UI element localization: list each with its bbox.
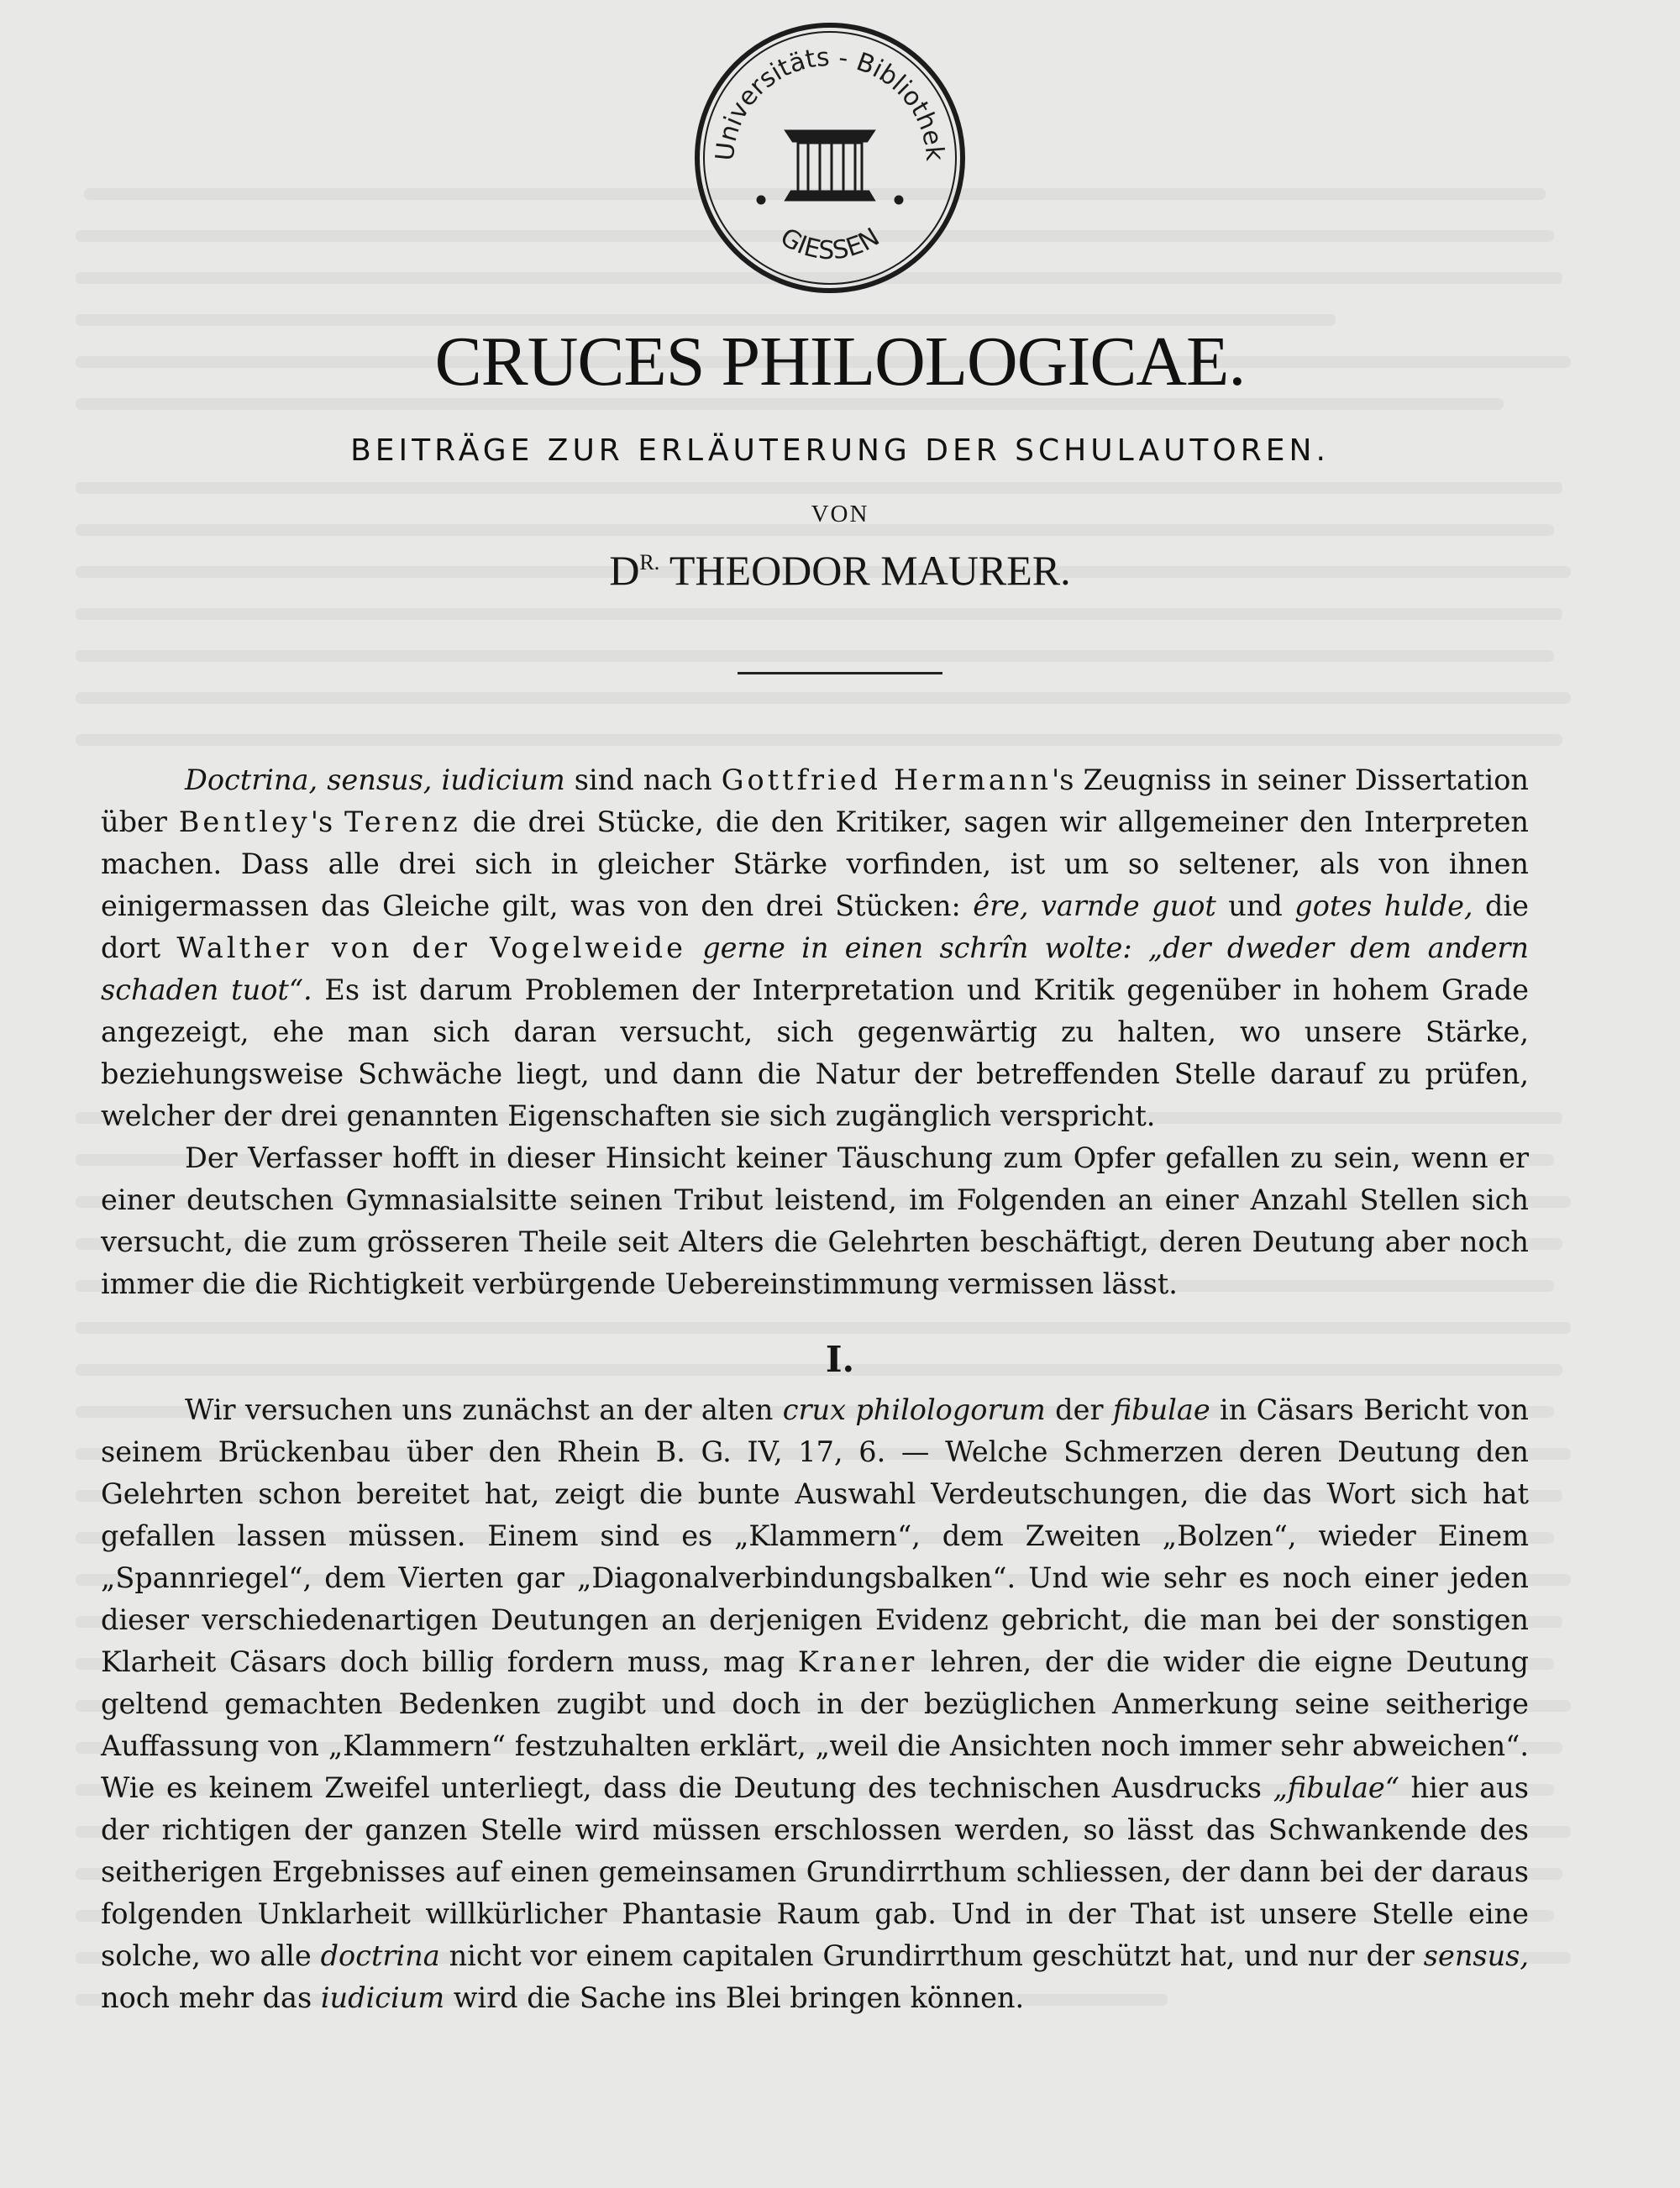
italic-quote: êre, varnde guot xyxy=(973,889,1216,922)
text-run: die drei Stücke, die den Kritiker, sagen wir allgemeiner den Interpreten machen. Dass alle drei sich in gleicher Stärke vorfinden, ist um so seltener, als von ihnen einigermassen das Gleiche gilt, was von den drei Stücken: xyxy=(101,805,1529,922)
text-run: Doctrina, sensus, iudicium xyxy=(185,763,565,796)
text-run: und xyxy=(1215,889,1295,922)
text-run: sind nach xyxy=(564,763,722,796)
spaced-name: Bentley xyxy=(178,805,311,838)
text-run: der xyxy=(1045,1393,1113,1426)
text-run: lehren, der die wider die eigne Deutung geltend gemachten Bedenken zugibt und doch in der bezüglichen Anmerkung seine seitherige Auffassung von „Klammern“ festzuhalten erklärt, „weil die Ansichten noch immer sehr abweichen“. Wie es keinem Zweifel unterliegt, dass die Deutung des technischen Ausdrucks xyxy=(101,1645,1529,1804)
italic-term: iudicium xyxy=(320,1981,445,2014)
italic-term: fibulae xyxy=(1112,1393,1210,1426)
italic-term: crux philologorum xyxy=(782,1393,1046,1426)
text-run: die dort xyxy=(101,889,1529,964)
spaced-name: Walther von der Vogelweide xyxy=(176,931,686,964)
by-label: VON xyxy=(811,501,869,527)
spaced-name: Kraner xyxy=(797,1645,918,1678)
body-paragraph-3 xyxy=(101,1389,1529,2019)
text-run xyxy=(686,931,702,964)
italic-term: „fibulae“ xyxy=(1273,1771,1399,1804)
text-run: 's Zeugniss in seiner Dissertation über xyxy=(101,763,1529,838)
text-run: noch mehr das xyxy=(101,1981,321,2014)
stamp-bottom-text: GIESSEN xyxy=(774,222,885,266)
author-title-superscript: R. xyxy=(639,550,660,575)
stamp-top-text: Universitäts - Bibliothek xyxy=(710,42,950,163)
italic-quote: gerne in einen schrîn wolte: „der dweder dem andern schaden tuot“. xyxy=(101,931,1529,1006)
text-run: nicht vor einem capitalen Grundirrthum geschützt hat, und nur der xyxy=(439,1939,1424,1972)
text-run: wird die Sache ins Blei bringen können. xyxy=(444,1981,1025,2014)
title-divider-rule xyxy=(738,672,942,674)
stamp-graphic xyxy=(687,15,973,301)
page-title: CRUCES PHILOLOGICAE. xyxy=(434,323,1246,401)
text-run: Wir versuchen uns zunächst an der alten xyxy=(185,1393,783,1426)
author-line xyxy=(0,546,1680,595)
spaced-name: Terenz xyxy=(344,805,461,838)
author-title-prefix: D xyxy=(609,547,640,594)
italic-quote: gotes hulde, xyxy=(1294,889,1473,922)
text-run: hier aus der richtigen der ganzen Stelle wird müssen erschlossen werden, so lässt das Schwankende des seitherigen Ergebnisses auf einen gemeinsamen Grundirrthum schliessen, der dann bei der daraus folgenden Unklarheit willkürlicher Phantasie Raum gab. Und in der That ist unsere Stelle eine solche, wo alle xyxy=(101,1771,1529,1972)
stamp-building-emblem xyxy=(758,131,902,203)
body-paragraph-2: Der Verfasser hofft in dieser Hinsicht keiner Täuschung zum Opfer gefallen zu sein, wenn er einer deutschen Gymnasialsitte seinen Tribut leistend, im Folgenden an einer Anzahl Stellen sich versucht, die zum grösseren Theile seit Alters die Gelehrten beschäftigt, deren Deutung aber noch immer die die Richtigkeit verbürgende Uebereinstimmung vermissen lässt. xyxy=(101,1141,1529,1300)
body-paragraph-1 xyxy=(101,759,1529,1137)
text-run: in Cäsars Bericht von seinem Brückenbau über den Rhein B. G. IV, 17, 6. — Welche Schmerzen deren Deutung den Gelehrten schon bereitet hat, zeigt die bunte Auswahl Verdeutschungen, die das Wort sich hat gefallen lassen müssen. Einem sind es „Klammern“, dem Zweiten „Bolzen“, wieder Einem „Spannriegel“, dem Vierten gar „Diagonalverbindungsbalken“. Und wie sehr es noch einer jeden dieser verschiedenartigen Deutungen an derjenigen Evidenz gebricht, die man bei der sonstigen Klarheit Cäsars doch billig fordern muss, mag xyxy=(101,1393,1529,1678)
author-name: THEODOR MAURER. xyxy=(669,547,1071,594)
spaced-name: Gottfried Hermann xyxy=(721,763,1052,796)
library-stamp xyxy=(687,15,973,301)
page-subtitle: BEITRÄGE ZUR ERLÄUTERUNG DER SCHULAUTOREN. xyxy=(350,433,1330,468)
text-run: 's xyxy=(310,805,345,838)
section-number: I. xyxy=(825,1339,855,1380)
italic-term: sensus, xyxy=(1423,1939,1529,1972)
text-run: Es ist darum Problemen der Interpretation und Kritik gegenüber in hohem Grade angezeigt, ehe man sich daran versucht, sich gegenwärtig zu halten, wo unsere Stärke, beziehungsweise Schwäche liegt, und dann die Natur der betreffenden Stelle darauf zu prüfen, welcher der drei genannten Eigenschaften sie sich zugänglich verspricht. xyxy=(101,973,1529,1132)
italic-term: doctrina xyxy=(320,1939,440,1972)
